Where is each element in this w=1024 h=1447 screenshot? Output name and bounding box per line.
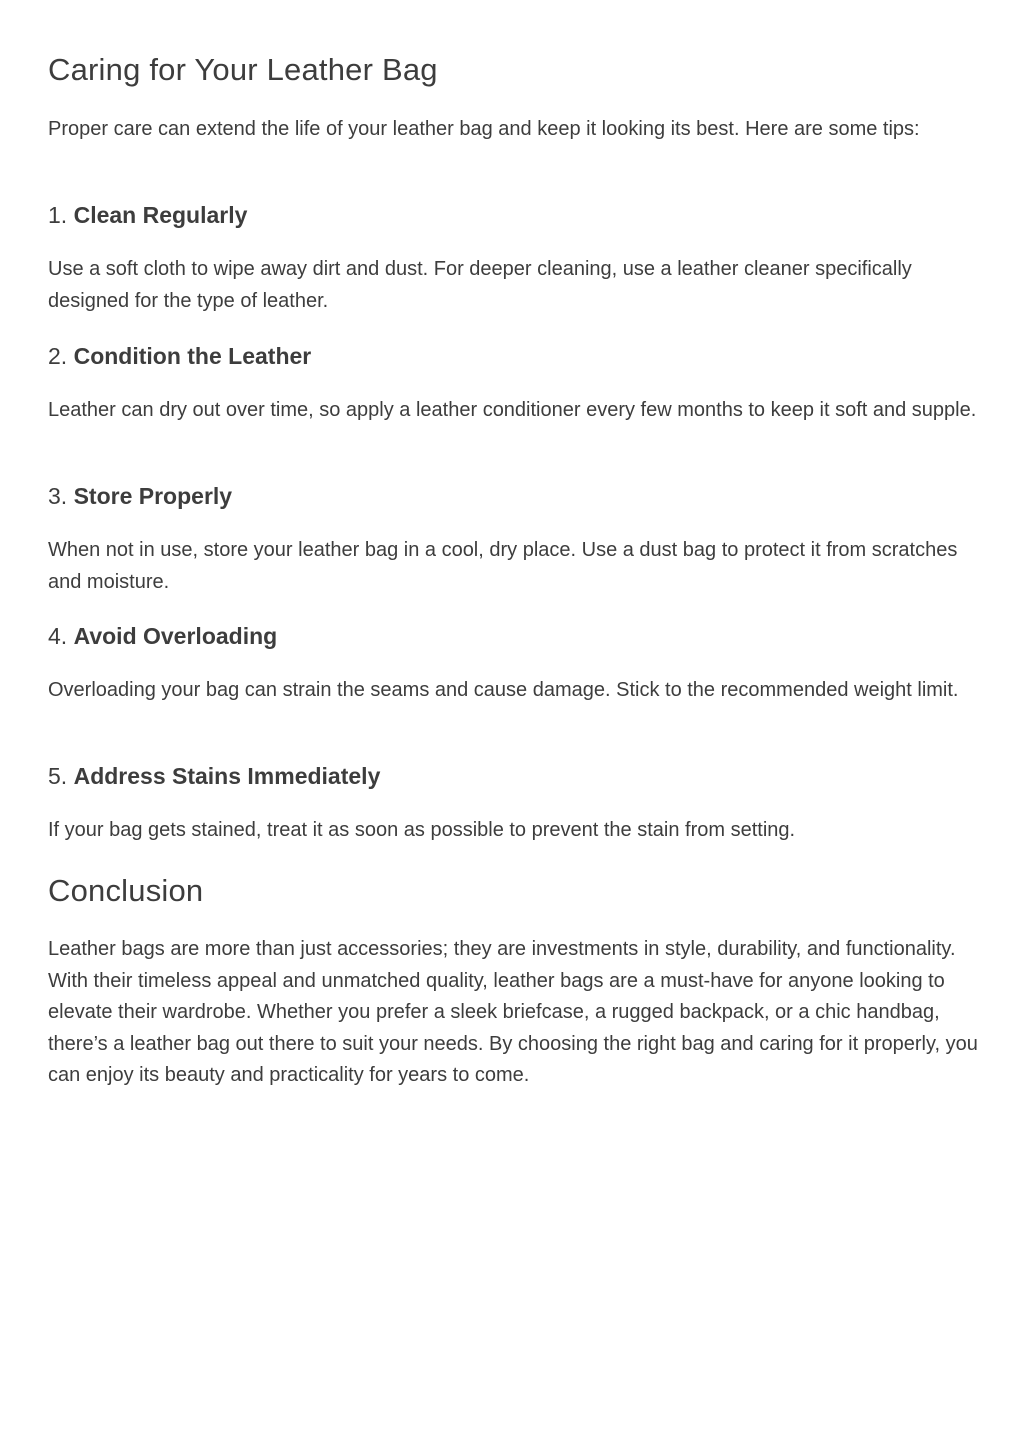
- tip-heading-condition-leather: [48, 341, 311, 371]
- tip-heading-avoid-overloading: [48, 621, 277, 651]
- tip-title: Clean Regularly: [73, 202, 248, 228]
- tip-heading-clean-regularly: [48, 200, 247, 230]
- conclusion-title: Conclusion: [48, 873, 204, 908]
- tip-number: 2.: [48, 343, 68, 369]
- tip-title: Condition the Leather: [73, 343, 312, 369]
- tip-title: Address Stains Immediately: [73, 763, 381, 789]
- conclusion-paragraph: Leather bags are more than just accessories; they are investments in style, durability, and functionality. With their timeless appeal and unmatched quality, leather bags are a must-have for anyone looking to elevate their wardrobe. Whether you prefer a sleek briefcase, a rugged backpack, or a chic handbag, there’s a leather bag out there to suit your needs. By choosing the right bag and caring for it properly, you can enjoy its beauty and practicality for years to come.: [48, 938, 978, 1086]
- care-section-title: Caring for Your Leather Bag: [48, 52, 438, 87]
- tip-text-clean-regularly: Use a soft cloth to wipe away dirt and dust. For deeper cleaning, use a leather cleaner specifically designed for the type of leather.: [48, 258, 912, 312]
- care-intro-paragraph: Proper care can extend the life of your leather bag and keep it looking its best. Here are some tips:: [48, 118, 920, 140]
- tip-title: Store Properly: [73, 483, 233, 509]
- tip-title: Avoid Overloading: [73, 623, 278, 649]
- tip-number: 3.: [48, 483, 68, 509]
- tip-text-condition-leather: Leather can dry out over time, so apply a leather conditioner every few months to keep it soft and supple.: [48, 399, 977, 421]
- tip-number: 5.: [48, 763, 68, 789]
- tip-number: 1.: [48, 202, 68, 228]
- tip-heading-store-properly: [48, 481, 232, 511]
- tip-text-store-properly: When not in use, store your leather bag in a cool, dry place. Use a dust bag to protect it from scratches and moisture.: [48, 539, 958, 593]
- tip-number: 4.: [48, 623, 68, 649]
- tip-heading-address-stains: [48, 761, 380, 791]
- tip-text-address-stains: If your bag gets stained, treat it as soon as possible to prevent the stain from setting.: [48, 819, 796, 841]
- tip-text-avoid-overloading: Overloading your bag can strain the seams and cause damage. Stick to the recommended weight limit.: [48, 679, 959, 701]
